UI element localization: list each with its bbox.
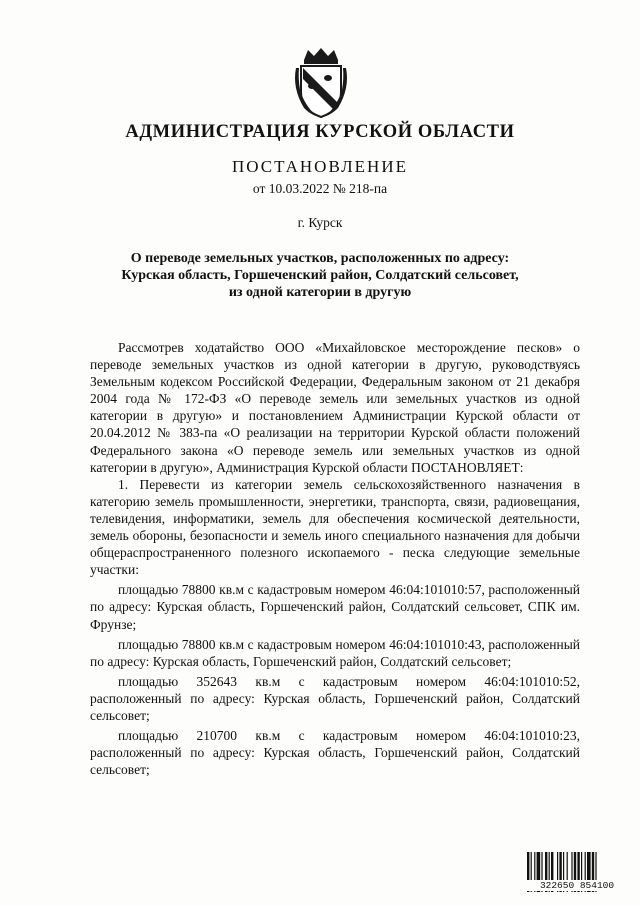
coat-of-arms-icon [290,46,352,120]
document-subject [100,250,540,301]
document-type: ПОСТАНОВЛЕНИЕ [231,157,408,176]
subject-line: О переводе земельных участков, расположенных по адресу: [130,251,510,266]
subject-line: из одной категории в другую [228,285,412,300]
intro-paragraph: Рассмотрев ходатайство ООО «Михайловское месторождение песков» о переводе земельных участков из одной категории в другую, руководствуясь Земельным кодексом Российской Федерации, Федеральным законом от 21 декабря 2004 года № 172-ФЗ «О переводе земель или земельных участков из одной категории в другую» и постановлением Администрации Курской области от 20.04.2012 № 383-па «О реализации на территории Курской области положений Федерального закона «О переводе земель или земельных участков из одной категории в другую», Администрация Курской области ПОСТАНОВЛЯЕТ: [90,340,580,475]
land-plot-entry: площадью 78800 кв.м с кадастровым номером 46:04:101010:43, расположенный по адресу: Курская область, Горшеченский район, Солдатский сельсовет; [90,636,580,669]
document-body [90,339,580,778]
document-date-number: от 10.03.2022 № 218-па [252,181,388,196]
document-city: г. Курск [297,215,343,230]
land-plot-entry: площадью 78800 кв.м с кадастровым номером 46:04:101010:57, расположенный по адресу: Курская область, Горшеченский район, Солдатский сельсовет, СПК им. Фрунзе; [90,582,580,632]
subject-line: Курская область, Горшеченский район, Солдатский сельсовет, [121,268,519,283]
land-plot-entry: площадью 352643 кв.м с кадастровым номером 46:04:101010:52, расположенный по адресу: Курская область, Горшеченский район, Солдатский сельсовет; [90,673,580,723]
barcode-number: 322650 854100 [527,880,627,891]
land-plot-entry: площадью 210700 кв.м с кадастровым номером 46:04:101010:23, расположенный по адресу: Курская область, Горшеченский район, Солдатский сельсовет; [90,728,580,778]
organization-title: АДМИНИСТРАЦИЯ КУРСКОЙ ОБЛАСТИ [125,122,515,142]
resolution-item-1: 1. Перевести из категории земель сельскохозяйственного назначения в категорию земель промышленности, энергетики, транспорта, связи, радиовещания, телевидения, информатики, земель для обеспечения космической деятельности, земель обороны, безопасности и земель иного специального назначения для добычи общераспространенного полезного ископаемого - песка следующие земельные участки: [90,476,580,578]
